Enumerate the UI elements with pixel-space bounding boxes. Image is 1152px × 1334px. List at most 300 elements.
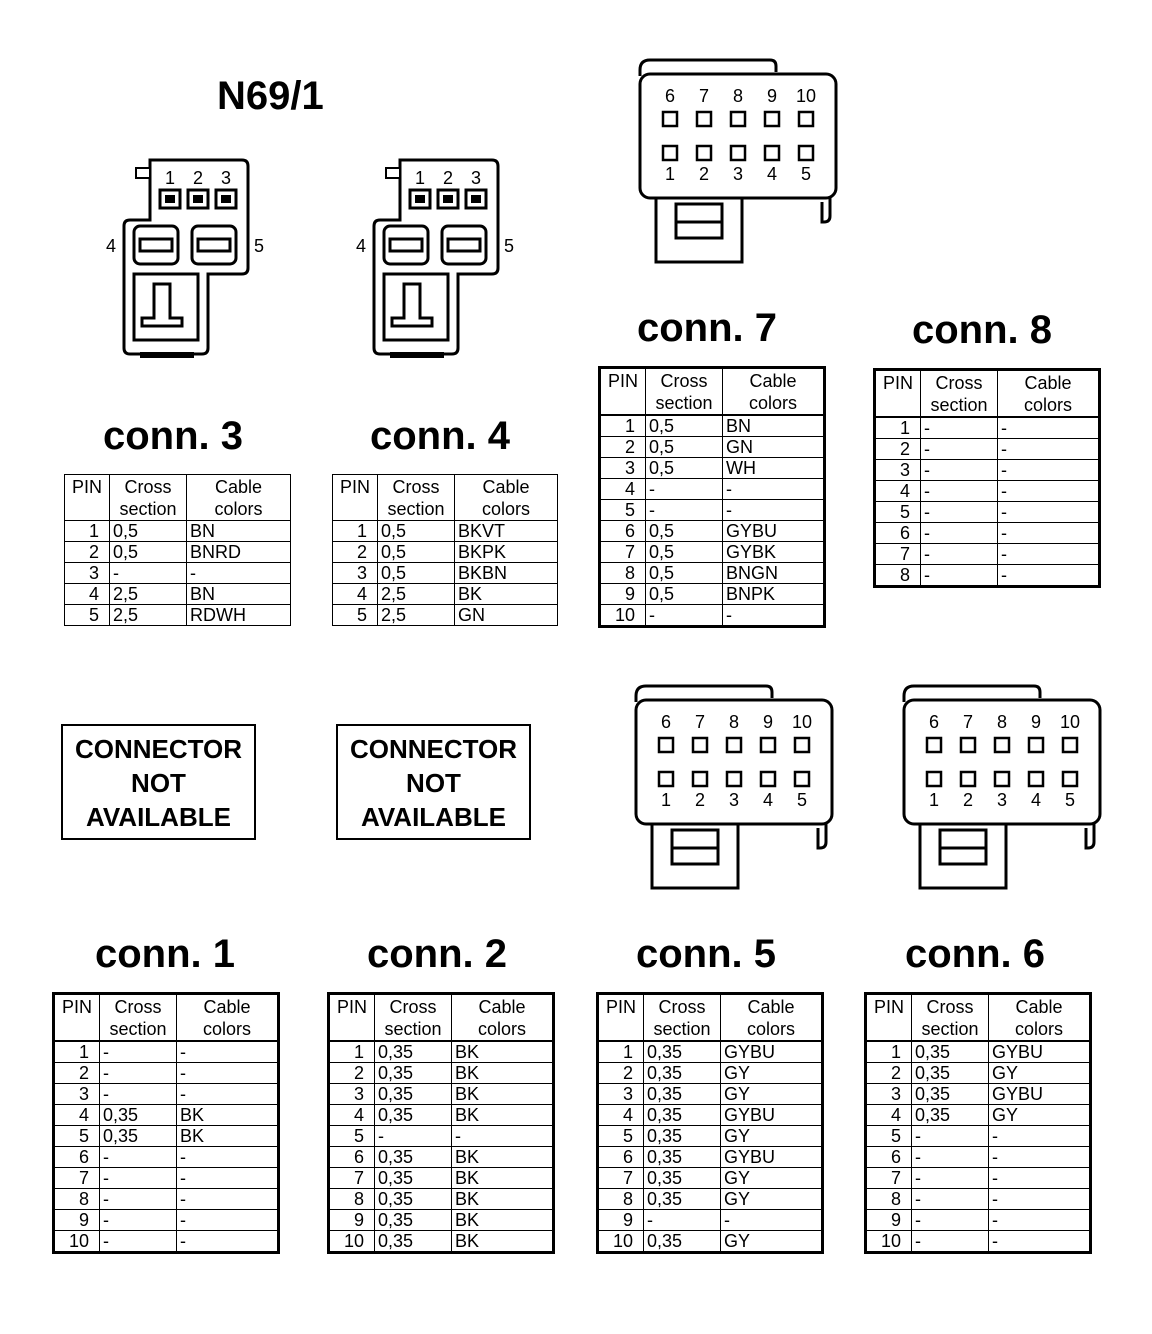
cable-colors-header: Cable colors <box>721 994 823 1042</box>
cable-color-value: - <box>998 523 1100 544</box>
pin-label: 2 <box>962 790 974 810</box>
pin-number: 6 <box>600 521 646 542</box>
table-row <box>333 584 558 605</box>
pin-label: 7 <box>698 86 710 106</box>
pin-label: 10 <box>791 712 813 732</box>
pin-label: 7 <box>694 712 706 732</box>
cable-color-value: GN <box>455 605 558 626</box>
cross-section-header: Cross section <box>110 475 187 521</box>
pin-label: 2 <box>698 164 710 184</box>
table-row <box>329 1189 554 1210</box>
cross-section-value: - <box>100 1210 177 1231</box>
pin-header: PIN <box>866 994 912 1042</box>
table-row <box>600 437 825 458</box>
pin-number: 7 <box>600 542 646 563</box>
cross-section-value: 0,35 <box>644 1189 721 1210</box>
pin-number: 2 <box>600 437 646 458</box>
cable-colors-header: Cable colors <box>187 475 291 521</box>
cable-color-value: RDWH <box>187 605 291 626</box>
pin-label: 4 <box>1030 790 1042 810</box>
table-row <box>329 1126 554 1147</box>
pin-socket <box>727 772 741 786</box>
pin-number: 4 <box>54 1105 100 1126</box>
table-header-row <box>600 368 825 416</box>
pin-number: 7 <box>329 1168 375 1189</box>
cable-color-value: BK <box>177 1126 279 1147</box>
connector-not-available-2 <box>336 724 531 840</box>
table-row <box>600 605 825 627</box>
pin-number: 6 <box>866 1147 912 1168</box>
cable-color-value: BKPK <box>455 542 558 563</box>
pin-number: 3 <box>54 1084 100 1105</box>
cable-colors-header: Cable colors <box>455 475 558 521</box>
cable-color-value: - <box>998 481 1100 502</box>
housing-top-rim <box>646 686 772 698</box>
pin-socket <box>1029 772 1043 786</box>
pin-number: 4 <box>65 584 110 605</box>
cable-color-value: GY <box>989 1063 1091 1084</box>
cross-section-value: - <box>921 439 998 460</box>
table-row <box>875 565 1100 587</box>
pin-label: 1 <box>414 168 426 188</box>
table-row <box>600 584 825 605</box>
pin-number: 1 <box>329 1041 375 1063</box>
pin-socket <box>1063 772 1077 786</box>
cable-color-value: GN <box>723 437 825 458</box>
pin-number: 9 <box>598 1210 644 1231</box>
cable-color-value: GY <box>721 1189 823 1210</box>
cross-section-header: Cross section <box>100 994 177 1042</box>
pin-number: 8 <box>600 563 646 584</box>
pin-number: 8 <box>598 1189 644 1210</box>
not-available-line3: AVAILABLE <box>361 802 506 832</box>
cross-section-value: 0,35 <box>375 1084 452 1105</box>
pin-socket <box>799 146 813 160</box>
pin-header: PIN <box>598 994 644 1042</box>
table-row <box>875 502 1100 523</box>
table-header-row <box>598 994 823 1042</box>
table-header-row <box>54 994 279 1042</box>
pin-label: 1 <box>660 790 672 810</box>
cable-colors-header: Cable colors <box>177 994 279 1042</box>
cable-color-value: BKBN <box>455 563 558 584</box>
pin-number: 3 <box>600 458 646 479</box>
power-contact <box>198 239 230 251</box>
pin-label: 6 <box>660 712 672 732</box>
pin-number: 10 <box>598 1231 644 1253</box>
cross-section-value: 0,5 <box>110 521 187 542</box>
pin-number: 4 <box>866 1105 912 1126</box>
cable-color-value: BK <box>177 1105 279 1126</box>
conn-2-title: conn. 2 <box>366 932 508 976</box>
pin-number: 1 <box>875 417 921 439</box>
table-row <box>329 1105 554 1126</box>
pin-number: 2 <box>65 542 110 563</box>
table-row <box>600 479 825 500</box>
connector-7-drawing <box>636 56 846 266</box>
pin-socket <box>995 738 1009 752</box>
pin-number: 2 <box>54 1063 100 1084</box>
cross-section-value: 0,5 <box>646 521 723 542</box>
pin-number: 2 <box>866 1063 912 1084</box>
conn-1-title: conn. 1 <box>94 932 236 976</box>
pin-number: 1 <box>333 521 378 542</box>
table-row <box>333 563 558 584</box>
pin-number: 1 <box>598 1041 644 1063</box>
pin-label: 9 <box>1030 712 1042 732</box>
cross-section-value: 0,5 <box>110 542 187 563</box>
pin-number: 4 <box>875 481 921 502</box>
pin-number: 5 <box>333 605 378 626</box>
pin-label: 5 <box>254 236 265 256</box>
cross-section-value: - <box>921 460 998 481</box>
table-row <box>54 1105 279 1126</box>
cable-color-value: BKVT <box>455 521 558 542</box>
housing-base <box>140 352 194 358</box>
table-row <box>875 523 1100 544</box>
table-row <box>54 1210 279 1231</box>
cable-color-value: - <box>177 1063 279 1084</box>
cross-section-value: - <box>912 1231 989 1253</box>
pin-number: 2 <box>333 542 378 563</box>
conn-4-table <box>332 474 558 626</box>
pin-number: 5 <box>875 502 921 523</box>
pin-number: 3 <box>65 563 110 584</box>
housing-top-rim <box>650 60 776 72</box>
cross-section-value: 0,5 <box>646 415 723 437</box>
cable-color-value: - <box>723 605 825 627</box>
connector-3-drawing <box>105 160 278 360</box>
pin-number: 7 <box>598 1168 644 1189</box>
pin-label: 2 <box>192 168 204 188</box>
power-contact <box>390 239 422 251</box>
table-row <box>329 1168 554 1189</box>
cable-color-value: BNRD <box>187 542 291 563</box>
pin-contact <box>443 195 453 203</box>
not-available-line3: AVAILABLE <box>86 802 231 832</box>
cable-color-value: - <box>177 1189 279 1210</box>
cross-section-value: - <box>921 481 998 502</box>
pin-socket <box>1063 738 1077 752</box>
cable-color-value: GYBU <box>989 1041 1091 1063</box>
table-row <box>598 1126 823 1147</box>
pin-socket <box>663 112 677 126</box>
cable-color-value: BK <box>452 1105 554 1126</box>
cable-color-value: BK <box>452 1231 554 1253</box>
table-row <box>866 1105 1091 1126</box>
connector-4-drawing <box>355 160 528 360</box>
pin-label: 9 <box>766 86 778 106</box>
conn-3-title: conn. 3 <box>102 414 244 458</box>
cable-color-value: - <box>723 479 825 500</box>
cross-section-header: Cross section <box>644 994 721 1042</box>
cable-color-value: - <box>452 1126 554 1147</box>
cross-section-value: - <box>912 1189 989 1210</box>
cross-section-value: 0,35 <box>375 1041 452 1063</box>
conn-8-title: conn. 8 <box>911 308 1053 352</box>
pin-socket <box>765 146 779 160</box>
cross-section-value: - <box>646 500 723 521</box>
pin-socket <box>961 738 975 752</box>
pin-number: 4 <box>598 1105 644 1126</box>
pin-header: PIN <box>329 994 375 1042</box>
side-latch <box>1086 822 1094 848</box>
cross-section-value: 0,35 <box>644 1063 721 1084</box>
cable-color-value: - <box>177 1168 279 1189</box>
pin-label: 1 <box>164 168 176 188</box>
cable-color-value: - <box>989 1168 1091 1189</box>
cable-color-value: BK <box>452 1041 554 1063</box>
pin-label: 2 <box>694 790 706 810</box>
cross-section-value: - <box>921 523 998 544</box>
cable-color-value: GY <box>721 1126 823 1147</box>
pin-label: 8 <box>732 86 744 106</box>
table-row <box>875 439 1100 460</box>
table-row <box>598 1189 823 1210</box>
pin-socket <box>697 146 711 160</box>
pin-number: 4 <box>333 584 378 605</box>
conn-5-table <box>596 992 824 1254</box>
pin-socket <box>697 112 711 126</box>
latch-tab <box>386 168 400 178</box>
table-row <box>329 1041 554 1063</box>
cross-section-value: - <box>100 1041 177 1063</box>
cross-section-value: 0,35 <box>375 1063 452 1084</box>
table-row <box>54 1126 279 1147</box>
cable-color-value: BK <box>452 1168 554 1189</box>
cross-section-value: 0,35 <box>912 1084 989 1105</box>
pin-label: 10 <box>795 86 817 106</box>
pin-socket <box>927 772 941 786</box>
table-row <box>54 1168 279 1189</box>
conn-8-table <box>873 368 1101 588</box>
pin-number: 7 <box>54 1168 100 1189</box>
pin-number: 10 <box>600 605 646 627</box>
cable-color-value: WH <box>723 458 825 479</box>
table-header-row <box>866 994 1091 1042</box>
cable-color-value: - <box>989 1147 1091 1168</box>
pin-socket <box>995 772 1009 786</box>
cable-color-value: BNGN <box>723 563 825 584</box>
table-row <box>875 544 1100 565</box>
cross-section-value: 0,35 <box>644 1041 721 1063</box>
cable-color-value: GY <box>721 1168 823 1189</box>
table-row <box>598 1147 823 1168</box>
cable-color-value: GY <box>721 1231 823 1253</box>
cable-color-value: BK <box>452 1063 554 1084</box>
table-row <box>866 1041 1091 1063</box>
cable-color-value: BK <box>452 1084 554 1105</box>
cross-section-value: - <box>912 1168 989 1189</box>
cable-color-value: GY <box>721 1063 823 1084</box>
pin-socket <box>927 738 941 752</box>
cross-section-value: 0,5 <box>646 563 723 584</box>
pin-socket <box>765 112 779 126</box>
pin-label: 5 <box>800 164 812 184</box>
pin-number: 9 <box>600 584 646 605</box>
table-row <box>598 1063 823 1084</box>
pin-number: 3 <box>598 1084 644 1105</box>
cable-color-value: - <box>989 1126 1091 1147</box>
pin-number: 1 <box>65 521 110 542</box>
connector-not-available-1 <box>61 724 256 840</box>
pin-label: 4 <box>355 236 366 256</box>
cross-section-value: 0,5 <box>646 458 723 479</box>
cable-color-value: BK <box>452 1189 554 1210</box>
cross-section-value: 0,35 <box>375 1147 452 1168</box>
pin-contact <box>193 195 203 203</box>
pin-label: 3 <box>996 790 1008 810</box>
pin-number: 3 <box>333 563 378 584</box>
cross-section-value: 0,35 <box>644 1084 721 1105</box>
cross-section-header: Cross section <box>912 994 989 1042</box>
cable-color-value: - <box>989 1189 1091 1210</box>
table-row <box>54 1189 279 1210</box>
conn-4-title: conn. 4 <box>369 414 511 458</box>
pin-number: 6 <box>329 1147 375 1168</box>
pin-label: 3 <box>728 790 740 810</box>
pin-number: 5 <box>866 1126 912 1147</box>
pin-socket <box>693 738 707 752</box>
table-row <box>329 1084 554 1105</box>
cross-section-value: 0,35 <box>375 1210 452 1231</box>
cable-color-value: - <box>998 439 1100 460</box>
table-row <box>600 542 825 563</box>
cable-color-value: GYBU <box>721 1147 823 1168</box>
table-row <box>866 1126 1091 1147</box>
cable-color-value: GYBU <box>989 1084 1091 1105</box>
cable-color-value: GYBK <box>723 542 825 563</box>
pin-label: 7 <box>962 712 974 732</box>
table-row <box>333 521 558 542</box>
pin-label: 2 <box>442 168 454 188</box>
table-row <box>54 1041 279 1063</box>
cross-section-value: - <box>646 605 723 627</box>
pin-contact <box>471 195 481 203</box>
pin-number: 6 <box>54 1147 100 1168</box>
not-available-line1: CONNECTOR <box>349 734 518 764</box>
cable-colors-header: Cable colors <box>989 994 1091 1042</box>
table-header-row <box>333 475 558 521</box>
not-available-line2: NOT <box>131 768 186 798</box>
pin-number: 9 <box>329 1210 375 1231</box>
pin-number: 9 <box>54 1210 100 1231</box>
conn-5-title: conn. 5 <box>635 932 777 976</box>
cable-color-value: - <box>998 460 1100 481</box>
table-row <box>598 1105 823 1126</box>
side-latch <box>822 196 830 222</box>
pin-number: 1 <box>866 1041 912 1063</box>
pin-number: 5 <box>598 1126 644 1147</box>
table-row <box>333 605 558 626</box>
table-row <box>866 1210 1091 1231</box>
cable-color-value: - <box>177 1084 279 1105</box>
table-row <box>329 1147 554 1168</box>
pin-label: 4 <box>105 236 116 256</box>
table-row <box>54 1063 279 1084</box>
pin-label: 3 <box>732 164 744 184</box>
pin-socket <box>693 772 707 786</box>
cross-section-header: Cross section <box>378 475 455 521</box>
pin-number: 5 <box>329 1126 375 1147</box>
cable-color-value: - <box>998 502 1100 523</box>
pin-socket <box>961 772 975 786</box>
cable-color-value: BN <box>187 584 291 605</box>
cross-section-value: - <box>921 502 998 523</box>
cross-section-value: 0,5 <box>378 521 455 542</box>
pin-label: 10 <box>1059 712 1081 732</box>
cable-color-value: - <box>998 544 1100 565</box>
cross-section-value: 0,5 <box>378 563 455 584</box>
cable-color-value: - <box>177 1041 279 1063</box>
pin-number: 6 <box>598 1147 644 1168</box>
pin-label: 5 <box>796 790 808 810</box>
pin-label: 5 <box>504 236 515 256</box>
pin-number: 3 <box>875 460 921 481</box>
pin-label: 9 <box>762 712 774 732</box>
pin-header: PIN <box>875 370 921 418</box>
table-row <box>65 584 291 605</box>
cross-section-value: - <box>110 563 187 584</box>
housing-top-rim <box>914 686 1040 698</box>
cross-section-value: 2,5 <box>378 605 455 626</box>
cross-section-value: 0,35 <box>100 1105 177 1126</box>
table-row <box>54 1084 279 1105</box>
table-row <box>598 1210 823 1231</box>
pin-number: 6 <box>875 523 921 544</box>
table-row <box>875 481 1100 502</box>
pin-number: 8 <box>866 1189 912 1210</box>
pin-number: 7 <box>875 544 921 565</box>
pin-contact <box>221 195 231 203</box>
pin-label: 6 <box>664 86 676 106</box>
pin-number: 1 <box>54 1041 100 1063</box>
cross-section-value: 0,5 <box>378 542 455 563</box>
cable-color-value: - <box>989 1210 1091 1231</box>
power-contact <box>140 239 172 251</box>
cross-section-value: 0,5 <box>646 437 723 458</box>
table-row <box>600 521 825 542</box>
conn-1-table <box>52 992 280 1254</box>
cable-color-value: BK <box>452 1210 554 1231</box>
conn-7-table <box>598 366 826 628</box>
cross-section-value: 0,5 <box>646 584 723 605</box>
pin-header: PIN <box>600 368 646 416</box>
pin-number: 4 <box>600 479 646 500</box>
cross-section-value: - <box>100 1168 177 1189</box>
conn-6-title: conn. 6 <box>904 932 1046 976</box>
table-row <box>598 1168 823 1189</box>
cross-section-value: - <box>100 1147 177 1168</box>
cable-colors-header: Cable colors <box>723 368 825 416</box>
cable-color-value: - <box>998 417 1100 439</box>
cross-section-header: Cross section <box>646 368 723 416</box>
pin-socket <box>731 112 745 126</box>
cross-section-value: 0,5 <box>646 542 723 563</box>
cross-section-value: 0,35 <box>375 1231 452 1253</box>
cable-color-value: GYBU <box>721 1105 823 1126</box>
pin-number: 10 <box>866 1231 912 1253</box>
pin-number: 10 <box>329 1231 375 1253</box>
cable-color-value: BK <box>452 1147 554 1168</box>
pin-label: 8 <box>996 712 1008 732</box>
table-row <box>65 563 291 584</box>
pin-label: 6 <box>928 712 940 732</box>
cable-color-value: GYBU <box>723 521 825 542</box>
cross-section-value: - <box>912 1147 989 1168</box>
cross-section-value: 0,35 <box>644 1147 721 1168</box>
connector-5-drawing <box>632 682 842 892</box>
